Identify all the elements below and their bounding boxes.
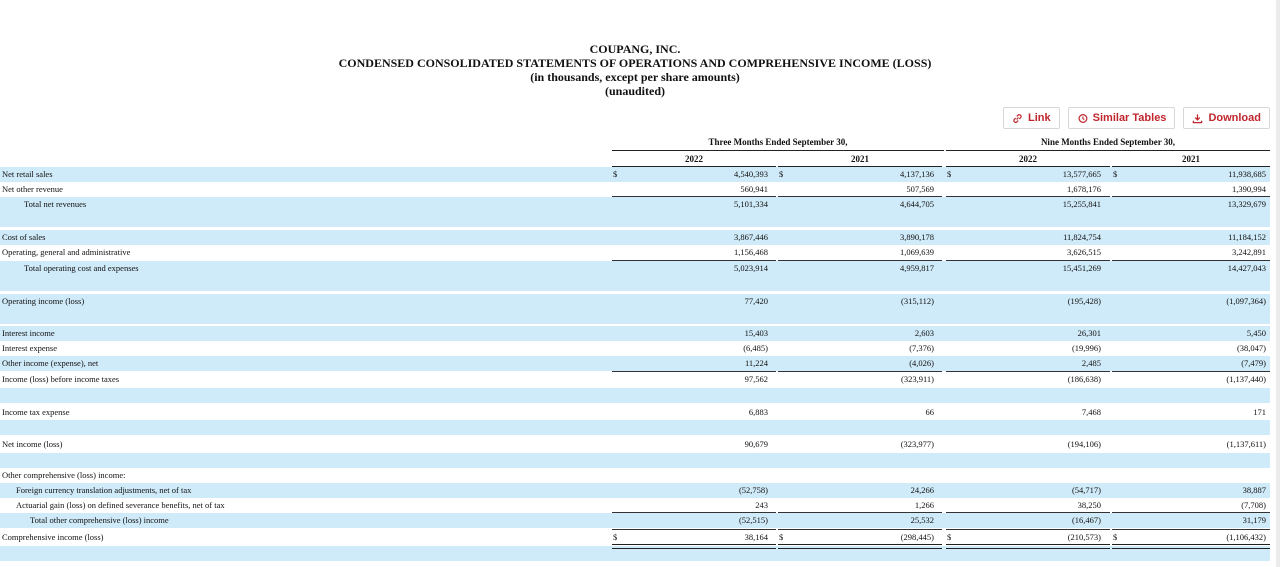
table-row: [0, 513, 1270, 528]
subtotal-rule: [778, 196, 942, 197]
scrollbar[interactable]: [1276, 0, 1280, 567]
cell-value: (52,758): [738, 485, 768, 495]
cell-value: 5,023,914: [734, 263, 768, 273]
currency-symbol: $: [947, 532, 952, 542]
cell-value: (315,112): [901, 296, 934, 306]
table-row: [0, 167, 1270, 182]
cell-value: (195,428): [1067, 296, 1101, 306]
cell-value: 15,451,269: [1062, 263, 1101, 273]
table-row: [0, 326, 1270, 341]
cell-value: 5,101,334: [734, 199, 768, 209]
cell-value: 24,266: [910, 485, 934, 495]
header-rule: [946, 150, 1270, 151]
cell-value: 4,644,705: [900, 199, 934, 209]
cell-value: (38,047): [1236, 343, 1266, 353]
year-header: 2021: [851, 154, 869, 164]
row-label: Income tax expense: [2, 407, 70, 417]
units-note: (in thousands, except per share amounts): [530, 70, 740, 84]
cell-value: 26,301: [1077, 328, 1101, 338]
table-row: [0, 468, 1270, 483]
subtotal-rule: [612, 529, 776, 530]
subtotal-rule: [1112, 371, 1270, 372]
currency-symbol: $: [779, 532, 784, 542]
row-label: Actuarial gain (loss) on defined severance benefits, net of tax: [16, 500, 225, 510]
cell-value: (210,573): [1067, 532, 1101, 542]
row-label: Interest expense: [2, 343, 57, 353]
subtotal-rule: [946, 260, 1110, 261]
cell-value: 6,883: [748, 407, 768, 417]
link-button[interactable]: [1003, 107, 1060, 129]
statement-header: [0, 42, 1270, 98]
cell-value: (7,376): [909, 343, 934, 353]
row-label: Net retail sales: [2, 169, 53, 179]
statement-title: CONDENSED CONSOLIDATED STATEMENTS OF OPERATIONS AND COMPREHENSIVE INCOME (LOSS): [338, 56, 932, 70]
cell-value: 11,224: [744, 358, 768, 368]
currency-symbol: $: [1113, 169, 1118, 179]
total-double-rule: [946, 544, 1110, 549]
cell-value: 3,867,446: [734, 232, 768, 242]
cell-value: (323,911): [901, 374, 934, 384]
subtotal-rule: [612, 371, 776, 372]
cell-value: (298,445): [900, 532, 934, 542]
cell-value: (194,106): [1067, 439, 1101, 449]
cell-value: 38,887: [1242, 485, 1266, 495]
similar-tables-button[interactable]: [1068, 107, 1176, 129]
spacer-row: [0, 388, 1270, 403]
cell-value: (186,638): [1067, 374, 1101, 384]
subtotal-rule: [612, 196, 776, 197]
company-name: COUPANG, INC.: [589, 42, 681, 56]
total-double-rule: [1112, 544, 1270, 549]
spacer-row: [0, 453, 1270, 468]
cell-value: 4,540,393: [734, 169, 768, 179]
cell-value: 38,250: [1077, 500, 1101, 510]
total-double-rule: [612, 544, 776, 549]
cell-value: (1,106,432): [1226, 532, 1266, 542]
cell-value: 4,137,136: [900, 169, 934, 179]
cell-value: 1,156,468: [734, 247, 768, 257]
table-row: [0, 530, 1270, 545]
currency-symbol: $: [1113, 532, 1118, 542]
cell-value: 4,959,817: [900, 263, 934, 273]
cell-value: 11,824,754: [1063, 232, 1101, 242]
cell-value: 77,420: [744, 296, 768, 306]
spacer-row: [0, 309, 1270, 324]
cell-value: 15,403: [744, 328, 768, 338]
row-label: Comprehensive income (loss): [2, 532, 104, 542]
toolbar: [1003, 107, 1270, 129]
row-label: Operating, general and administrative: [2, 247, 131, 257]
subtotal-rule: [612, 260, 776, 261]
table-row: [0, 182, 1270, 197]
year-header: 2022: [1019, 154, 1037, 164]
cell-value: 1,390,994: [1232, 184, 1266, 194]
table-row: [0, 230, 1270, 245]
cell-value: 90,679: [744, 439, 768, 449]
cell-value: 11,184,152: [1228, 232, 1266, 242]
total-double-rule: [778, 544, 942, 549]
subtotal-rule: [778, 371, 942, 372]
cell-value: (7,479): [1241, 358, 1266, 368]
cell-value: (1,137,611): [1226, 439, 1266, 449]
cell-value: (323,977): [900, 439, 934, 449]
year-header: 2021: [1182, 154, 1200, 164]
subtotal-rule: [778, 260, 942, 261]
cell-value: (52,515): [738, 515, 768, 525]
cell-value: 3,242,891: [1232, 247, 1266, 257]
table-row: [0, 372, 1270, 387]
subtotal-rule: [778, 512, 942, 513]
subtotal-rule: [946, 529, 1110, 530]
cell-value: 2,485: [1081, 358, 1101, 368]
row-label: Net income (loss): [2, 439, 63, 449]
cell-value: 97,562: [744, 374, 768, 384]
table-row: [0, 498, 1270, 513]
row-label: Operating income (loss): [2, 296, 85, 306]
currency-symbol: $: [779, 169, 784, 179]
row-label: Other income (expense), net: [2, 358, 99, 368]
spacer-row: [0, 212, 1270, 227]
cell-value: (4,026): [909, 358, 934, 368]
cell-value: (16,467): [1071, 515, 1101, 525]
table-row: [0, 341, 1270, 356]
currency-symbol: $: [613, 169, 618, 179]
subtotal-rule: [612, 512, 776, 513]
table-row: [0, 261, 1270, 276]
row-label: Other comprehensive (loss) income:: [2, 470, 126, 480]
download-label: Download: [1208, 112, 1261, 124]
cell-value: (1,137,440): [1226, 374, 1266, 384]
cell-value: (54,717): [1071, 485, 1101, 495]
cell-value: (19,996): [1071, 343, 1101, 353]
cell-value: 5,450: [1246, 328, 1266, 338]
cell-value: 2,603: [914, 328, 934, 338]
cell-value: 1,266: [914, 500, 934, 510]
cell-value: (6,485): [743, 343, 768, 353]
subtotal-rule: [1112, 529, 1270, 530]
table-row: [0, 405, 1270, 420]
cell-value: (1,097,364): [1226, 296, 1266, 306]
cell-value: 243: [755, 500, 768, 510]
row-label: Interest income: [2, 328, 55, 338]
history-icon: [1077, 113, 1088, 124]
row-label: Total operating cost and expenses: [24, 263, 139, 273]
row-label: Foreign currency translation adjustments, net of tax: [16, 485, 192, 495]
cell-value: 1,678,176: [1067, 184, 1101, 194]
row-label: Income (loss) before income taxes: [2, 374, 120, 384]
audit-note: (unaudited): [604, 84, 666, 98]
spacer-row: [0, 276, 1270, 291]
cell-value: 13,577,665: [1062, 169, 1101, 179]
subtotal-rule: [1112, 512, 1270, 513]
cell-value: 171: [1253, 407, 1266, 417]
subtotal-rule: [1112, 260, 1270, 261]
row-label: Total other comprehensive (loss) income: [30, 515, 169, 525]
row-label: Total net revenues: [24, 199, 87, 209]
cell-value: (7,708): [1241, 500, 1266, 510]
header-rule: [612, 150, 944, 151]
table-row: [0, 294, 1270, 309]
three-months-header: Three Months Ended September 30,: [708, 137, 848, 147]
table-row: [0, 437, 1270, 452]
cell-value: 3,626,515: [1067, 247, 1101, 257]
cell-value: 38,164: [744, 532, 768, 542]
table-row: [0, 245, 1270, 260]
cell-value: 15,255,841: [1062, 199, 1101, 209]
cell-value: 66: [925, 407, 934, 417]
cell-value: 7,468: [1081, 407, 1101, 417]
currency-symbol: $: [613, 532, 618, 542]
subtotal-rule: [946, 512, 1110, 513]
cell-value: 25,532: [910, 515, 934, 525]
table-row: [0, 356, 1270, 371]
link-icon: [1012, 113, 1023, 124]
cell-value: 1,069,639: [900, 247, 934, 257]
cell-value: 560,941: [740, 184, 768, 194]
subtotal-rule: [946, 196, 1110, 197]
subtotal-rule: [1112, 196, 1270, 197]
nine-months-header: Nine Months Ended September 30,: [1040, 137, 1176, 147]
download-icon: [1192, 113, 1203, 124]
cell-value: 31,179: [1242, 515, 1266, 525]
row-label: Net other revenue: [2, 184, 63, 194]
cell-value: 11,938,685: [1228, 169, 1266, 179]
year-header: 2022: [685, 154, 703, 164]
cell-value: 507,569: [906, 184, 934, 194]
table-row: [0, 483, 1270, 498]
cell-value: 3,890,178: [900, 232, 934, 242]
similar-tables-label: Similar Tables: [1092, 112, 1167, 124]
cell-value: 14,427,043: [1227, 263, 1266, 273]
row-label: Cost of sales: [2, 232, 46, 242]
subtotal-rule: [946, 371, 1110, 372]
subtotal-rule: [778, 529, 942, 530]
spacer-row: [0, 420, 1270, 435]
table-row: [0, 197, 1270, 212]
currency-symbol: $: [947, 169, 952, 179]
link-label: Link: [1028, 112, 1051, 124]
cell-value: 13,329,679: [1227, 199, 1266, 209]
download-button[interactable]: [1183, 107, 1270, 129]
